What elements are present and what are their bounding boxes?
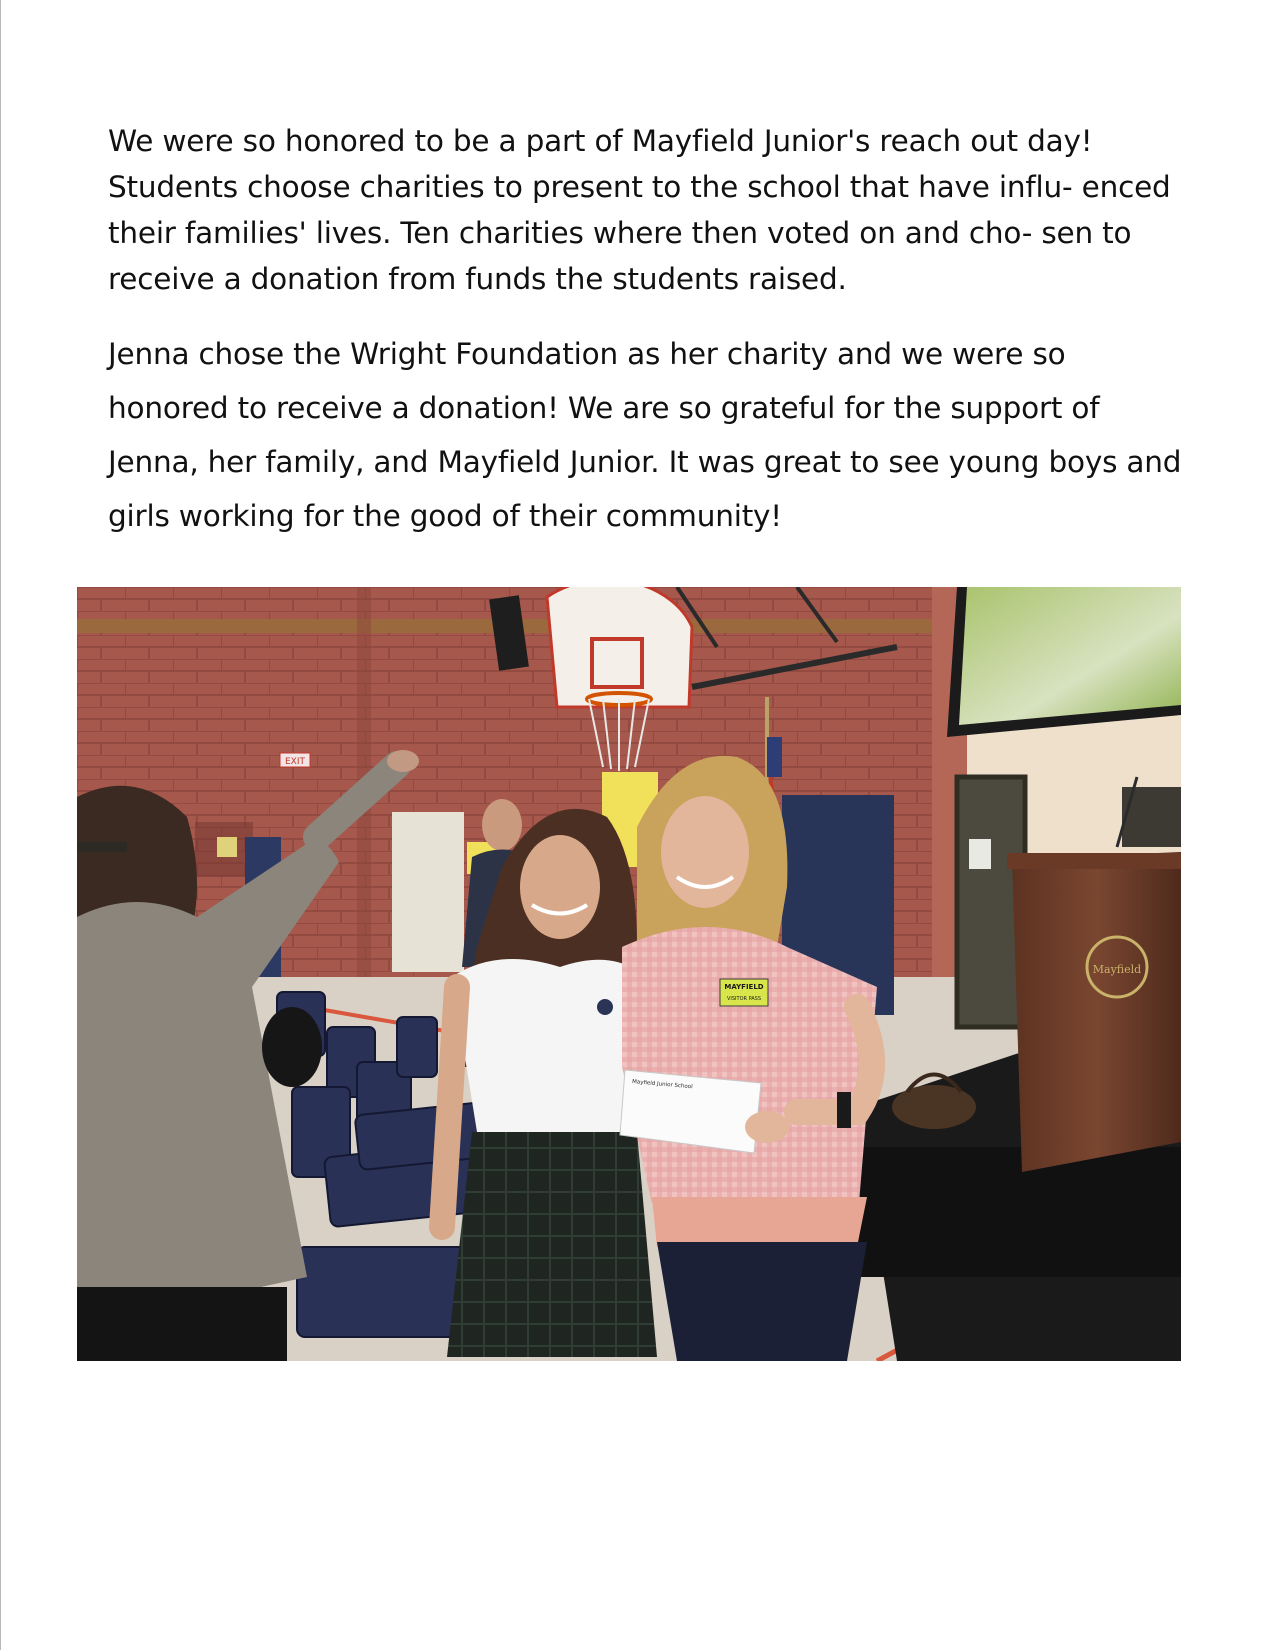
event-photo xyxy=(77,587,1181,1361)
envelope-school-name: Mayfield Junior School xyxy=(631,1079,693,1091)
badge-school-name: MAYFIELD xyxy=(724,983,764,991)
visitor-badge xyxy=(720,979,768,1006)
thanks-paragraph: Jenna chose the Wright Foundation as her charity and we were so honored to receive a donation! We are so grateful for the support of Jenna, her family, and Mayfield Junior. It was great to see young boys and girls working for the good of their community! xyxy=(108,337,1182,533)
intro-paragraph: We were so honored to be a part of Mayfield Junior's reach out day! Students choose charities to present to the school that have influ- enced their families' lives. Ten charities where then voted on and cho- sen to receive a donation from funds the students raised. xyxy=(108,124,1171,296)
podium xyxy=(1007,852,1181,1172)
projection-screen xyxy=(959,587,1181,725)
exit-sign: EXIT xyxy=(284,757,306,767)
page-edge xyxy=(0,0,1,1650)
podium-crest: Mayfield xyxy=(1092,963,1142,976)
badge-visitor-pass: VISITOR PASS xyxy=(726,996,762,1002)
